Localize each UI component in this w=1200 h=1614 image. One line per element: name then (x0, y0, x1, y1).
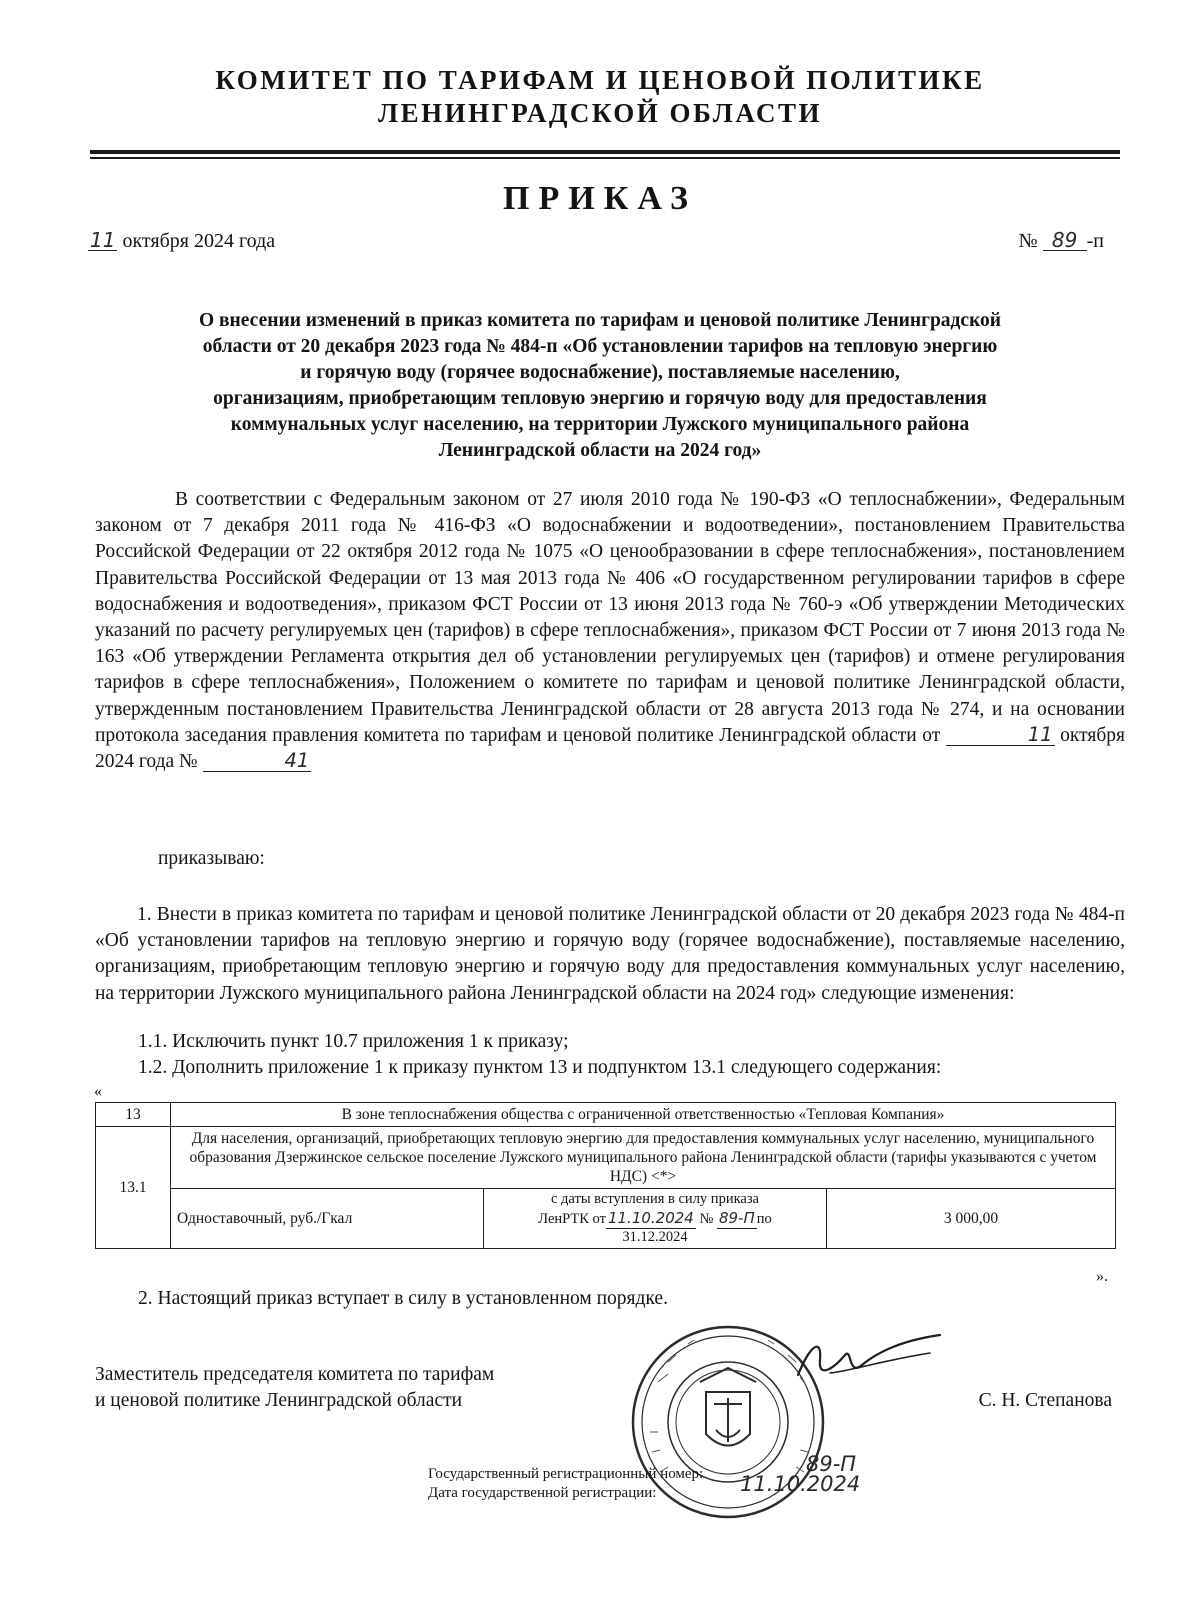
preamble-after-day: октября 2024 года № (95, 724, 1126, 773)
item-2: 2. Настоящий приказ вступает в силу в установленном порядке. (138, 1288, 668, 1309)
item-1-2: 1.2. Дополнить приложение 1 к приказу пунктом 13 и подпунктом 13.1 следующего содержания: (138, 1057, 942, 1078)
subject-line: коммунальных услуг населению, на территории Лужского муниципального района (230, 414, 970, 435)
quote-open: « (94, 1083, 102, 1100)
signatory-title (95, 1362, 494, 1414)
preamble-paragraph (95, 487, 1125, 775)
protocol-day: 11 (946, 725, 1055, 746)
header-line-1: КОМИТЕТ ПО ТАРИФАМ И ЦЕНОВОЙ ПОЛИТИКЕ (215, 65, 985, 95)
protocol-number: 41 (203, 751, 312, 772)
order-number (1019, 230, 1104, 253)
registration-date-label: Дата государственной регистрации: (428, 1485, 657, 1501)
order-date (88, 230, 275, 253)
registration-number-label: Государственный регистрационный номер: (428, 1466, 704, 1482)
signatory-title-line-1: Заместитель председателя комитета по тарифам (95, 1364, 495, 1385)
signatory-name: С. Н. Степанова (978, 1390, 1112, 1411)
period-text: ЛенРТК от (538, 1211, 606, 1227)
consumer-description: Для населения, организаций, приобретающих тепловую энергию для предоставления коммунальных услуг населению, муниципального образования Дзержинское сельское поселение Лужского муниципального района Ленинградской области (тарифы указываются с учетом НДС) <*> (171, 1127, 1116, 1189)
registration-number-value: 89-П (806, 1452, 857, 1476)
period-hw-date: 11.10.2024 (607, 1209, 694, 1227)
registration-block (428, 1465, 703, 1503)
table-row (96, 1127, 1116, 1189)
order-number-prefix: № (1018, 230, 1038, 252)
preamble-text: В соответствии с Федеральным законом от 27 июля 2010 года № 190-ФЗ «О теплоснабжении», Федеральным законом от 7 декабря 2011 года № 416-ФЗ «О водоснабжении и водоотведении», постановлением Правительства Российской Федерации от 22 октября 2012 года № 1075 «О ценообразовании в сфере теплоснабжения», постановлением Правительства Российской Федерации от 13 мая 2013 года № 406 «О государственном регулировании тарифов в сфере водоснабжения и водоотведения», приказом ФСТ России от 13 июня 2013 года № 760-э «Об утверждении Методических указаний по расчету регулируемых цен (тарифов) в сфере теплоснабжения», приказом ФСТ России от 7 июня 2013 года № 163 «Об утверждении Регламента открытия дел об установлении регулируемых цен (тарифов) и отмене регулирования тарифов в сфере теплоснабжения», Положением о комитете по тарифам и ценовой политике Ленинградской области, утвержденным постановлением Правительства Ленинградской области от 28 августа 2013 года № 274, и на основании протокола заседания правления комитета по тарифам и ценовой политике Ленинградской области от (95, 489, 1125, 746)
row-number: 13 (96, 1103, 171, 1127)
tariff-value: 3 000,00 (827, 1189, 1116, 1249)
subject-line: Ленинградской области на 2024 год» (438, 440, 762, 461)
subject-line: области от 20 декабря 2023 года № 484-п «Об установлении тарифов на тепловую энергию (202, 336, 998, 357)
order-number-suffix: -п (1086, 230, 1104, 252)
table-row (96, 1189, 1116, 1249)
subject-line: и горячую воду (горячее водоснабжение), поставляемые населению, (300, 362, 900, 383)
committee-header (100, 64, 1100, 130)
handwritten-signature-icon (790, 1325, 950, 1395)
table-row (96, 1103, 1116, 1127)
item-1-1: 1.1. Исключить пункт 10.7 приложения 1 к приказу; (138, 1031, 569, 1052)
period-hw-number: 89-П (718, 1209, 755, 1227)
tariff-table (95, 1102, 1116, 1249)
header-rule-thick (90, 150, 1120, 154)
header-line-2: ЛЕНИНГРАДСКОЙ ОБЛАСТИ (377, 98, 823, 128)
order-date-day: 11 (90, 228, 116, 252)
subject-line: О внесении изменений в приказ комитета по тарифам и ценовой политике Ленинградской (198, 310, 1002, 331)
subject-line: организациям, приобретающим тепловую энергию и горячую воду для предоставления (213, 388, 987, 409)
row-number: 13.1 (96, 1127, 171, 1249)
period-line-2 (490, 1208, 820, 1229)
order-title: ПРИКАЗ (503, 180, 697, 217)
period-text: по (756, 1211, 772, 1227)
period-line-1: с даты вступления в силу приказа (550, 1191, 759, 1207)
tariff-period (484, 1189, 827, 1249)
registration-date-value: 11.10.2024 (740, 1472, 861, 1496)
zone-heading: В зоне теплоснабжения общества с ограниченной ответственностью «Тепловая Компания» (171, 1103, 1116, 1127)
quote-close: ». (1096, 1268, 1108, 1285)
order-subject (100, 308, 1100, 464)
tariff-type: Одноставочный, руб./Гкал (171, 1189, 484, 1249)
order-number-value: 89 (1043, 230, 1087, 251)
order-verb: приказываю: (158, 848, 265, 869)
signatory-title-line-2: и ценовой политике Ленинградской области (95, 1390, 463, 1411)
period-text: № (699, 1211, 714, 1227)
period-line-3: 31.12.2024 (622, 1229, 688, 1245)
item-1: 1. Внести в приказ комитета по тарифам и ценовой политике Ленинградской области от 20 декабря 2023 года № 484-п «Об установлении тарифов на тепловую энергию и горячую воду (горячее водоснабжение), поставляемые населению, организациям, приобретающим тепловую энергию и горячую воду для предоставления коммунальных услуг населению, на территории Лужского муниципального района Ленинградской области на 2024 год» следующие изменения: (95, 904, 1125, 1004)
header-rule-thin (90, 157, 1120, 159)
order-date-rest: октября 2024 года (122, 230, 276, 252)
